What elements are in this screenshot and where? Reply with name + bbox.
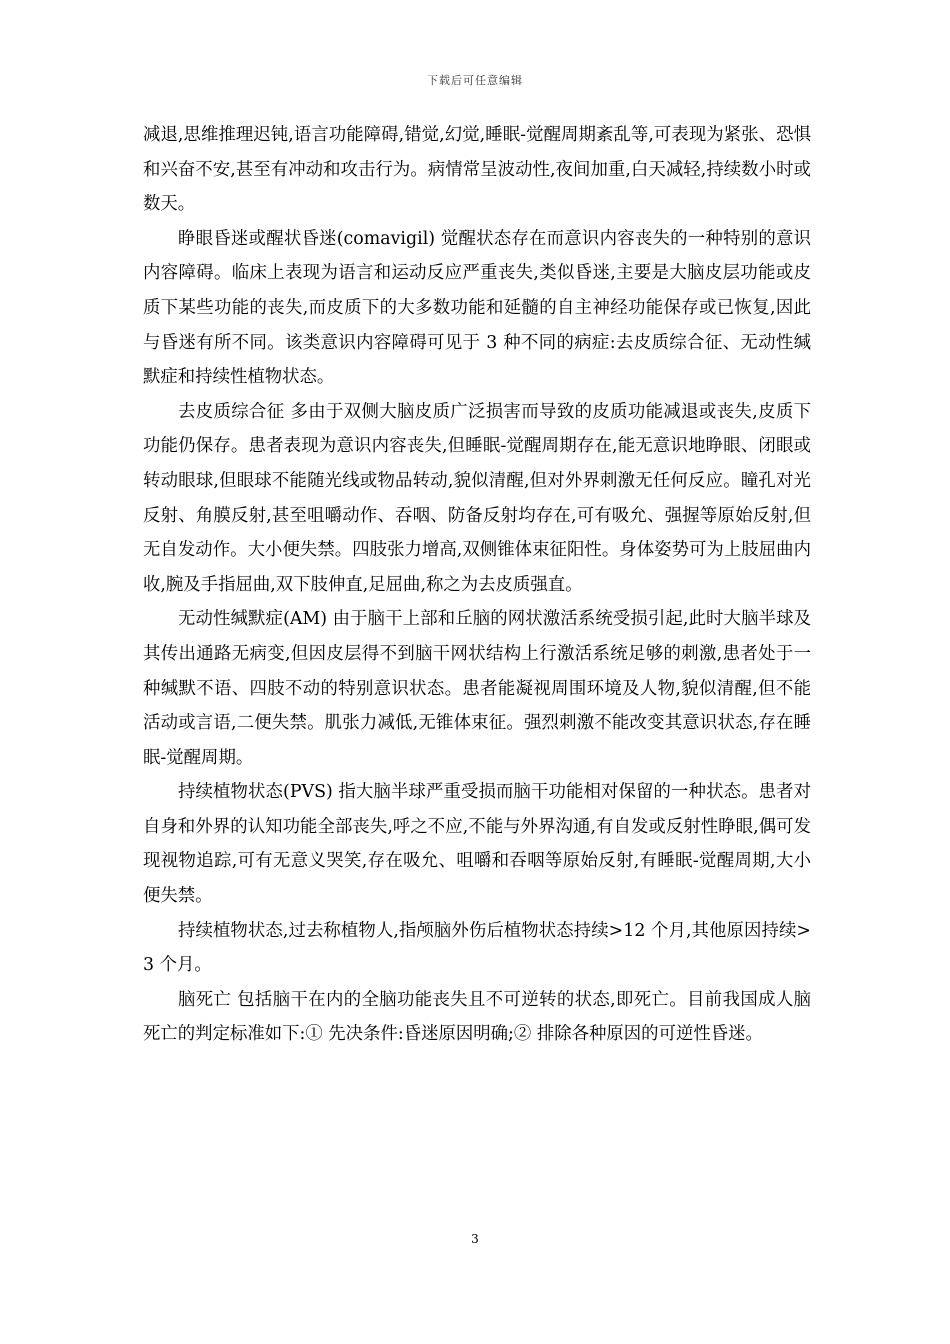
paragraph-vegetative-duration: 持续植物状态,过去称植物人,指颅脑外伤后植物状态持续>12 个月,其他原因持续>3 个月。: [143, 920, 811, 976]
paragraph-continuation: 减退,思维推理迟钝,语言功能障碍,错觉,幻觉,睡眠-觉醒周期紊乱等,可表现为紧张、恐惧和兴奋不安,甚至有冲动和攻击行为。病情常呈波动性,夜间加重,白天减轻,持续数小时或数天。: [143, 125, 811, 215]
page-number: 3: [471, 1232, 479, 1246]
paragraph-decorticate-syndrome: 去皮质综合征 多由于双侧大脑皮质广泛损害而导致的皮质功能减退或丧失,皮质下功能仍保存。患者表现为意识内容丧失,但睡眠-觉醒周期存在,能无意识地睁眼、闭眼或转动眼球,但眼球不能随光线或物品转动,貌似清醒,但对外界刺激无任何反应。瞳孔对光反射、角膜反射,甚至咀嚼动作、吞咽、防备反射均存在,可有吸允、强握等原始反射,但无自发动作。大小便失禁。四肢张力增高,双侧锥体束征阳性。身体姿势可为上肢屈曲内收,腕及手指屈曲,双下肢伸直,足屈曲,称之为去皮质强直。: [143, 401, 811, 595]
document-body: [143, 118, 811, 1052]
paragraph-comavigil: 睁眼昏迷或醒状昏迷(comavigil) 觉醒状态存在而意识内容丧失的一种特别的意识内容障碍。临床上表现为语言和运动反应严重丧失,类似昏迷,主要是大脑皮层功能或皮质下某些功能的丧失,而皮质下的大多数功能和延髓的自主神经功能保存或已恢复,因此与昏迷有所不同。该类意识内容障碍可见于 3 种不同的病症:去皮质综合征、无动性缄默症和持续性植物状态。: [143, 228, 811, 388]
paragraph-persistent-vegetative-state: 持续植物状态(PVS) 指大脑半球严重受损而脑干功能相对保留的一种状态。患者对自身和外界的认知功能全部丧失,呼之不应,不能与外界沟通,有自发或反射性睁眼,偶可发现视物追踪,可有无意义哭笑,存在吸允、咀嚼和吞咽等原始反射,有睡眠-觉醒周期,大小便失禁。: [143, 782, 811, 907]
paragraph-brain-death: 脑死亡 包括脑干在内的全脑功能丧失且不可逆转的状态,即死亡。目前我国成人脑死亡的判定标准如下:① 先决条件:昏迷原因明确;② 排除各种原因的可逆性昏迷。: [143, 989, 811, 1045]
paragraph-akinetic-mutism: 无动性缄默症(AM) 由于脑干上部和丘脑的网状激活系统受损引起,此时大脑半球及其传出通路无病变,但因皮层得不到脑干网状结构上行激活系统足够的刺激,患者处于一种缄默不语、四肢不动的特别意识状态。患者能凝视周围环境及人物,貌似清醒,但不能活动或言语,二便失禁。肌张力减低,无锥体束征。强烈刺激不能改变其意识状态,存在睡眠-觉醒周期。: [143, 609, 811, 768]
page-header: 下载后可任意编辑: [427, 74, 523, 87]
